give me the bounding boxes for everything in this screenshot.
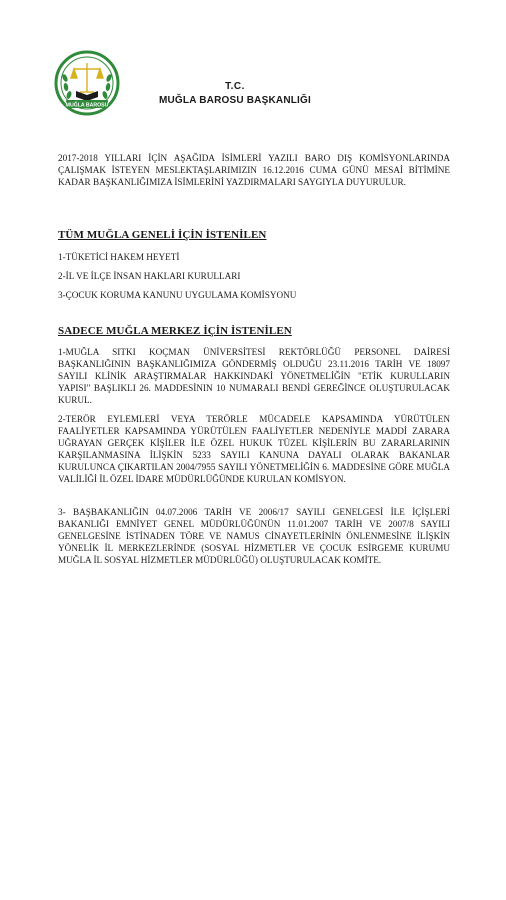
document-header bbox=[120, 81, 350, 106]
muğla-barosu-logo bbox=[54, 50, 120, 116]
list-item: 2-İL VE İLÇE İNSAN HAKLARI KURULLARI bbox=[58, 271, 241, 281]
header-organization: MUĞLA BAROSU BAŞKANLIĞI bbox=[158, 95, 311, 106]
section2-paragraph-1: 1-MUĞLA SITKI KOÇMAN ÜNİVERSİTESİ REKTÖRLÜĞÜ PERSONEL DAİRESİ BAŞKANLIĞININ BAŞKANLIĞIMIZA GÖNDERMİŞ OLDUĞU 23.11.2016 TARİH VE 18097 SAYILI KLİNİK ARAŞTIRMALAR HAKKINDAKİ YÖNETMELİĞİN "ETİK KURULLARIN YAPISI" BAŞLIKLI 26. MADDESİNIN 10 NUMARALI BENDİ GEREĞİNCE OLUŞTURULACAK KURUL. bbox=[58, 347, 450, 405]
section2-title: SADECE MUĞLA MERKEZ İÇİN İSTENİLEN bbox=[58, 325, 292, 337]
section2-paragraph-2: 2-TERÖR EYLEMLERİ VEYA TERÖRLE MÜCADELE KAPSAMINDA YÜRÜTÜLEN FAALİYETLER KAPSAMINDA YÜRÜTÜLEN FAALİYETLER NEDENİYLE MADDİ ZARARA UĞRAYAN GERÇEK KİŞİLER İLE ÖZEL HUKUK TÜZEL KİŞİLERİN BU ZARARLARININ KARŞILANMASINA İLİŞKİN 5233 SAYILI KANUNA DAYALI OLARAK BAKANLAR KURULUNCA ÇIKARTILAN 2004/7955 SAYILI YÖNETMELİĞİN 6. MADDESİNE GÖRE MUĞLA VALİLİĞİ İL ÖZEL İDARE MÜDÜRLÜĞÜNDE KURULAN KOMİSYON. bbox=[58, 414, 450, 484]
header-tc: T.C. bbox=[225, 81, 245, 92]
section1-title: TÜM MUĞLA GENELİ İÇİN İSTENİLEN bbox=[58, 229, 267, 241]
announcement-intro: 2017-2018 YILLARI İÇİN AŞAĞIDA İSİMLERİ YAZILI BARO DIŞ KOMİSYONLARINDA ÇALIŞMAK İSTEYEN MESLEKTAŞLARIMIZIN 16.12.2016 CUMA GÜNÜ MESAİ BİTİMİNE KADAR BAŞKANLIĞIMIZA İSİMLERİNİ YAZDIRMALARI SAYGIYLA DUYURULUR. bbox=[58, 153, 450, 187]
logo-banner-text: MUĞLA BAROSU bbox=[65, 102, 109, 109]
list-item: 3-ÇOCUK KORUMA KANUNU UYGULAMA KOMİSYONU bbox=[58, 290, 297, 300]
list-item: 1-TÜKETİCİ HAKEM HEYETİ bbox=[58, 252, 180, 262]
section1-list bbox=[58, 251, 450, 308]
section2-paragraph-3: 3- BAŞBAKANLIĞIN 04.07.2006 TARİH VE 2006/17 SAYILI GENELGESİ İLE İÇİŞLERİ BAKANLIĞI EMNİYET GENEL MÜDÜRLÜĞÜNÜN 11.01.2007 TARİH VE 2007/8 SAYILI GENELGESİNE İSTİNADEN TÖRE VE NAMUS CİNAYETLERİNİN ÖNLENMESİNE İLİŞKİN YÖNELİK İL MERKEZLERİNDE (SOSYAL HİZMETLER VE ÇOCUK ESİRGEME KURUMU MUĞLA İL SOSYAL HİZMETLER MÜDÜRLÜĞÜ) OLUŞTURULACAK KOMİTE. bbox=[58, 507, 450, 565]
